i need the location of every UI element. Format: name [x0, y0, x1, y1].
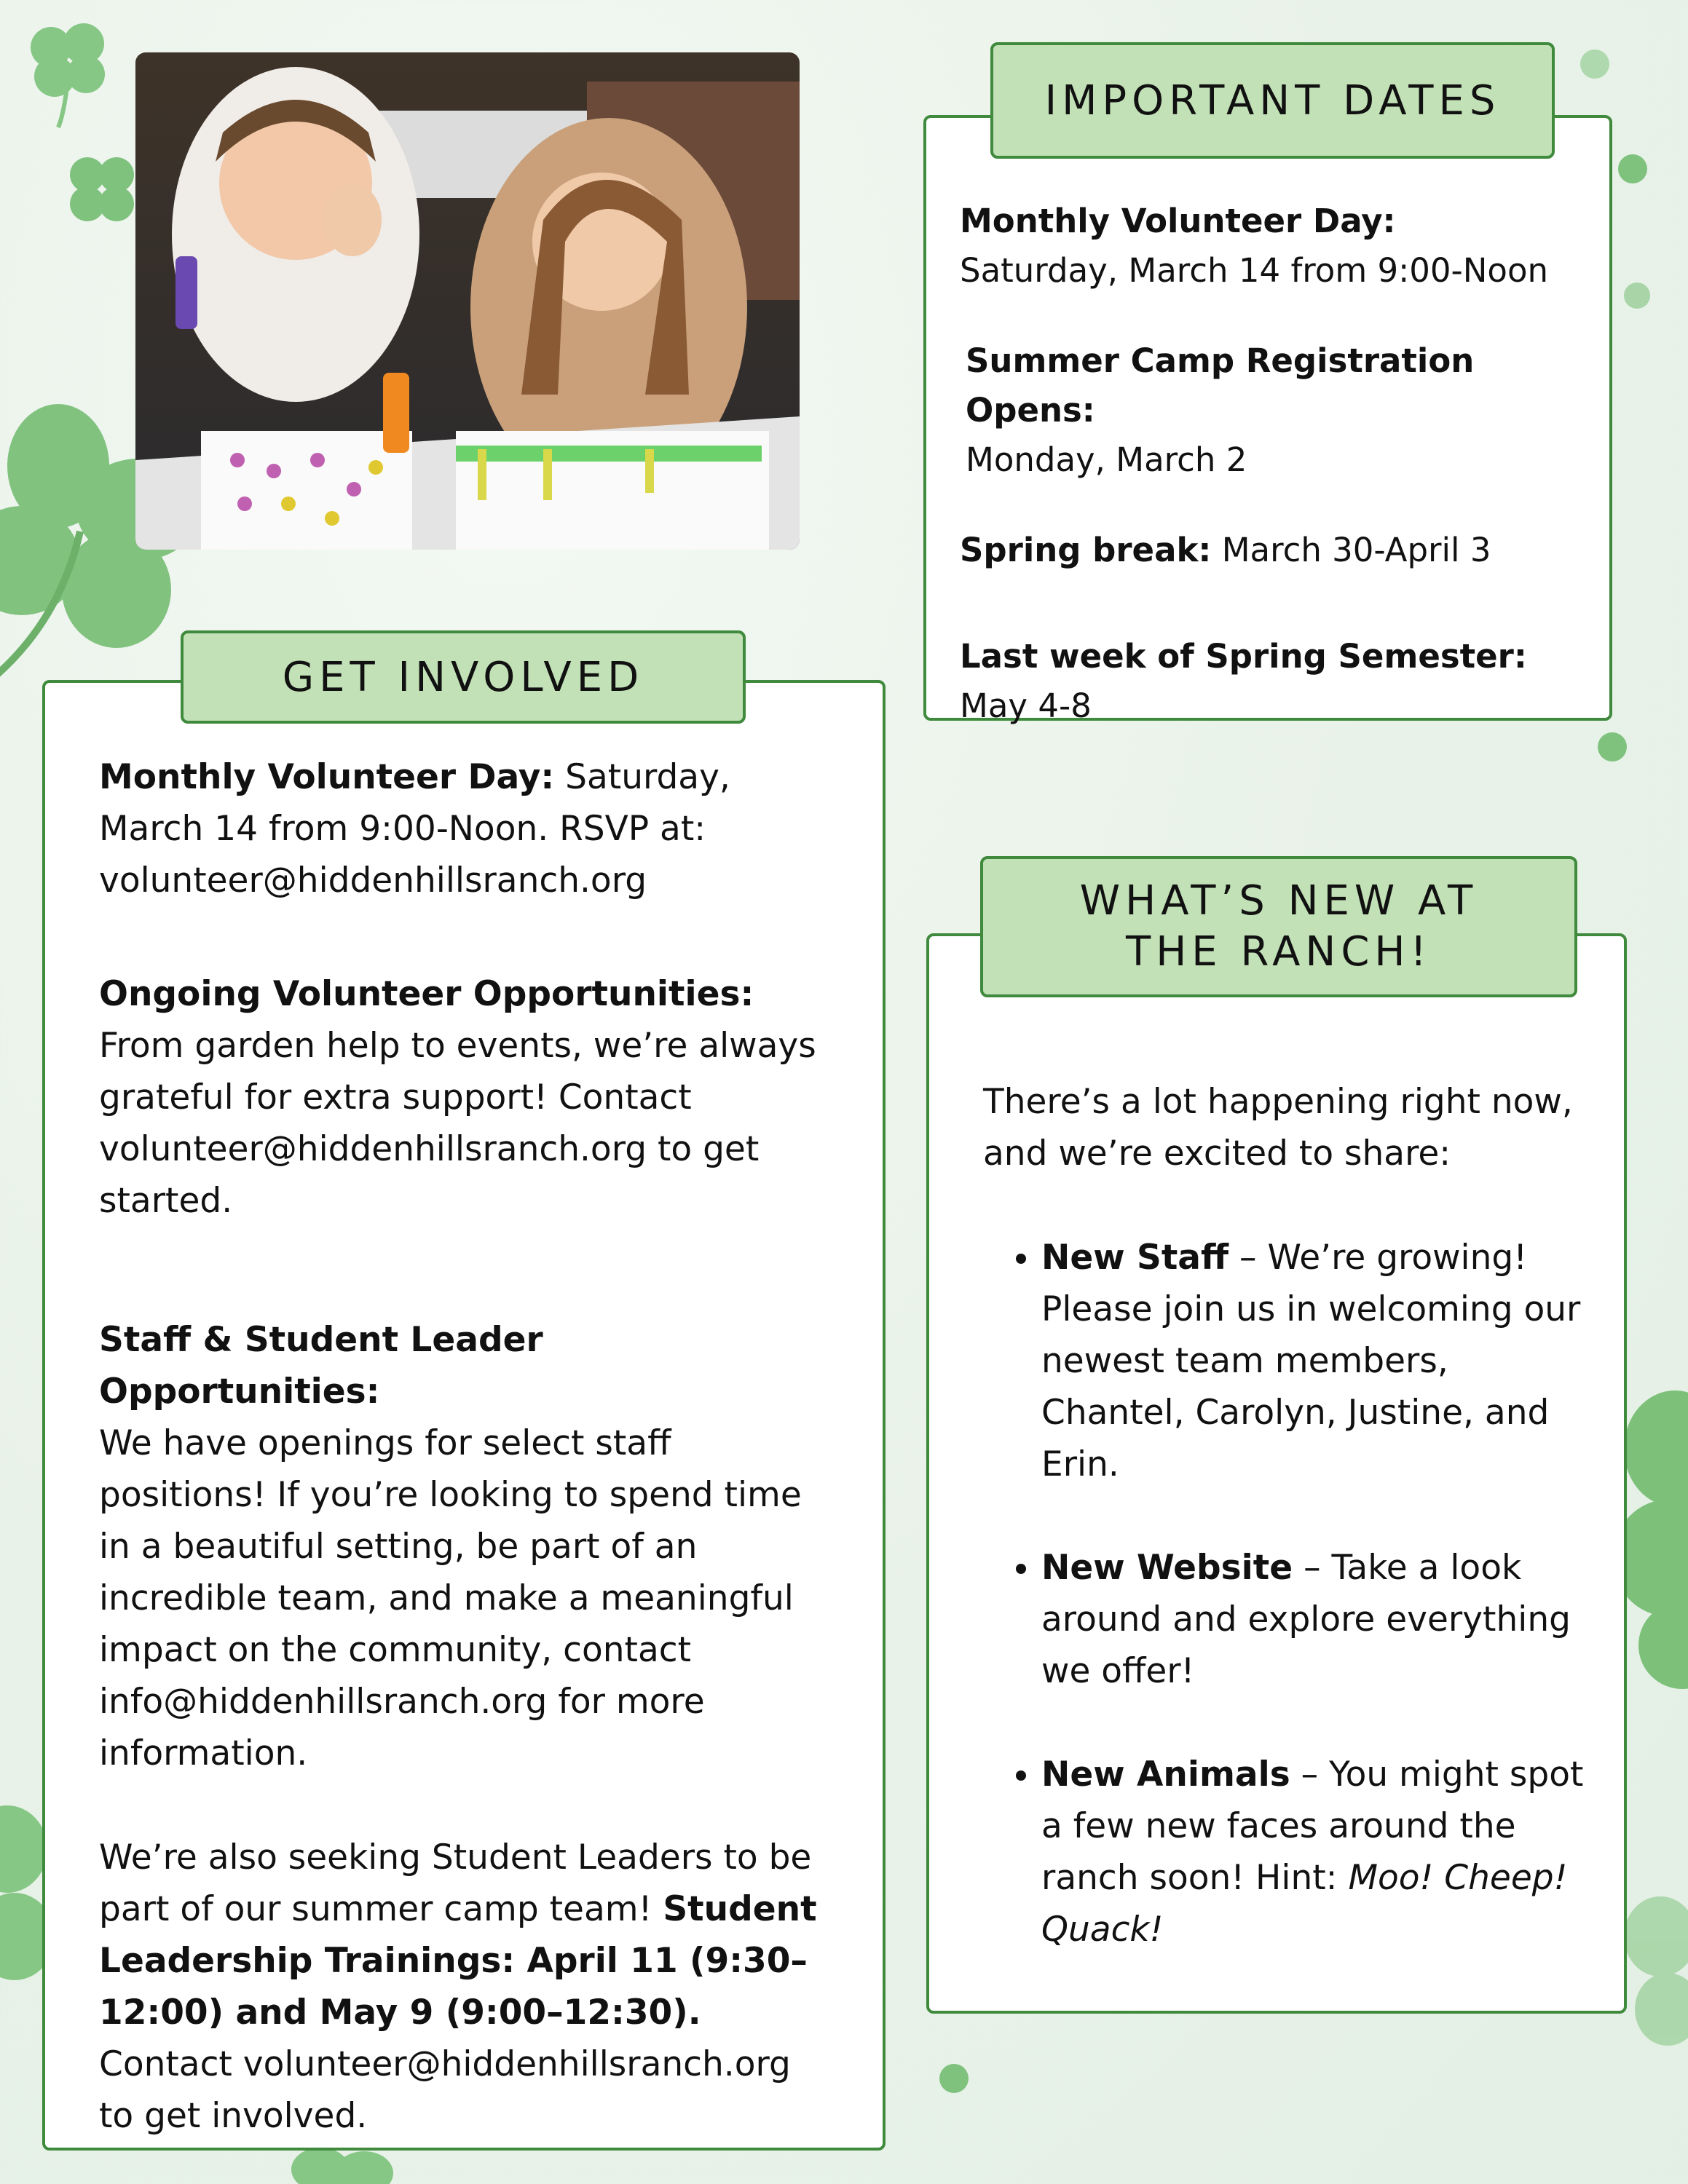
clover-top-left-icon	[15, 7, 124, 131]
whats-new-content	[983, 1076, 1595, 1955]
item-label: New Animals	[1041, 1754, 1290, 1795]
whats-new-intro: There’s a lot happening right now, and we’re excited to share:	[983, 1082, 1573, 1174]
item-label: New Website	[1041, 1548, 1293, 1588]
date-value: May 4-8	[960, 687, 1092, 725]
staff-label: Staff & Student Leader Opportunities:	[99, 1320, 543, 1412]
volunteer-day-text: Saturday, March 14 from 9:00-Noon. RSVP at: volunteer@hiddenhillsranch.org	[99, 757, 730, 901]
list-item	[1041, 1232, 1595, 1490]
important-dates-list	[960, 197, 1601, 731]
decor-dot	[1580, 50, 1609, 79]
date-value: Saturday, March 14 from 9:00-Noon	[960, 251, 1549, 290]
list-item	[1041, 1749, 1595, 1955]
student-contact: Contact volunteer@hiddenhillsranch.org to get involved.	[99, 2044, 791, 2136]
volunteer-day-paragraph	[99, 751, 835, 906]
date-label: Spring break:	[960, 531, 1212, 569]
decor-dot	[1598, 732, 1627, 761]
ongoing-label: Ongoing Volunteer Opportunities:	[99, 974, 754, 1014]
item-text: – We’re growing! Please join us in welcoming our newest team members, Chantel, Carolyn, Justine, and Erin.	[1041, 1238, 1581, 1484]
important-dates-title	[990, 42, 1555, 159]
date-item	[960, 632, 1601, 731]
decor-dot	[939, 2064, 969, 2093]
whats-new-list	[983, 1232, 1595, 1955]
decor-dot	[1624, 282, 1650, 309]
important-dates-title-text: IMPORTANT DATES	[1044, 76, 1501, 124]
item-hint: Moo! Cheep! Quack!	[1041, 1858, 1568, 1950]
volunteer-day-label: Monthly Volunteer Day:	[99, 757, 555, 797]
date-label: Last week of Spring Semester:	[960, 637, 1527, 676]
item-text: – Take a look around and explore everything we offer!	[1041, 1548, 1571, 1691]
student-paragraph	[99, 1832, 835, 2142]
student-text: We’re also seeking Student Leaders to be part of our summer camp team!	[99, 1837, 812, 1929]
staff-text: We have openings for select staff positions! If you’re looking to spend time in a beautiful setting, be part of an incredible team, and make a meaningful impact on the community, contact info@hiddenhillsranch.org for more information.	[99, 1423, 802, 1773]
date-value: March 30-April 3	[1221, 531, 1491, 569]
list-item	[1041, 1542, 1595, 1697]
whats-new-title-line1: WHAT’S NEW AT	[1079, 877, 1478, 925]
whats-new-title	[980, 856, 1577, 997]
date-item	[960, 197, 1601, 296]
whats-new-title-line2: THE RANCH!	[1125, 928, 1432, 976]
get-involved-content	[99, 751, 835, 2142]
training-label: Student Leadership Trainings: April 11 (9:30–12:00) and May 9 (9:00–12:30).	[99, 1889, 817, 2033]
date-item	[960, 526, 1601, 575]
date-item	[960, 336, 1601, 485]
item-text: – You might spot a few new faces around the ranch soon! Hint:	[1041, 1754, 1584, 1898]
whats-new-title-text	[1080, 876, 1478, 978]
date-value: Monday, March 2	[966, 440, 1247, 479]
date-label: Summer Camp Registration Opens:	[966, 341, 1475, 430]
clover-left-2-icon	[58, 146, 146, 255]
ongoing-text: From garden help to events, we’re always grateful for extra support! Contact volunteer@hiddenhillsranch.org to get started.	[99, 1026, 816, 1221]
ongoing-paragraph	[99, 968, 835, 1227]
get-involved-title-text: GET INVOLVED	[282, 653, 644, 701]
staff-paragraph	[99, 1314, 835, 1779]
children-painting-photo	[135, 52, 800, 550]
date-label: Monthly Volunteer Day:	[960, 202, 1396, 240]
get-involved-title	[181, 630, 746, 724]
decor-dot	[1618, 154, 1647, 183]
item-label: New Staff	[1041, 1238, 1229, 1278]
